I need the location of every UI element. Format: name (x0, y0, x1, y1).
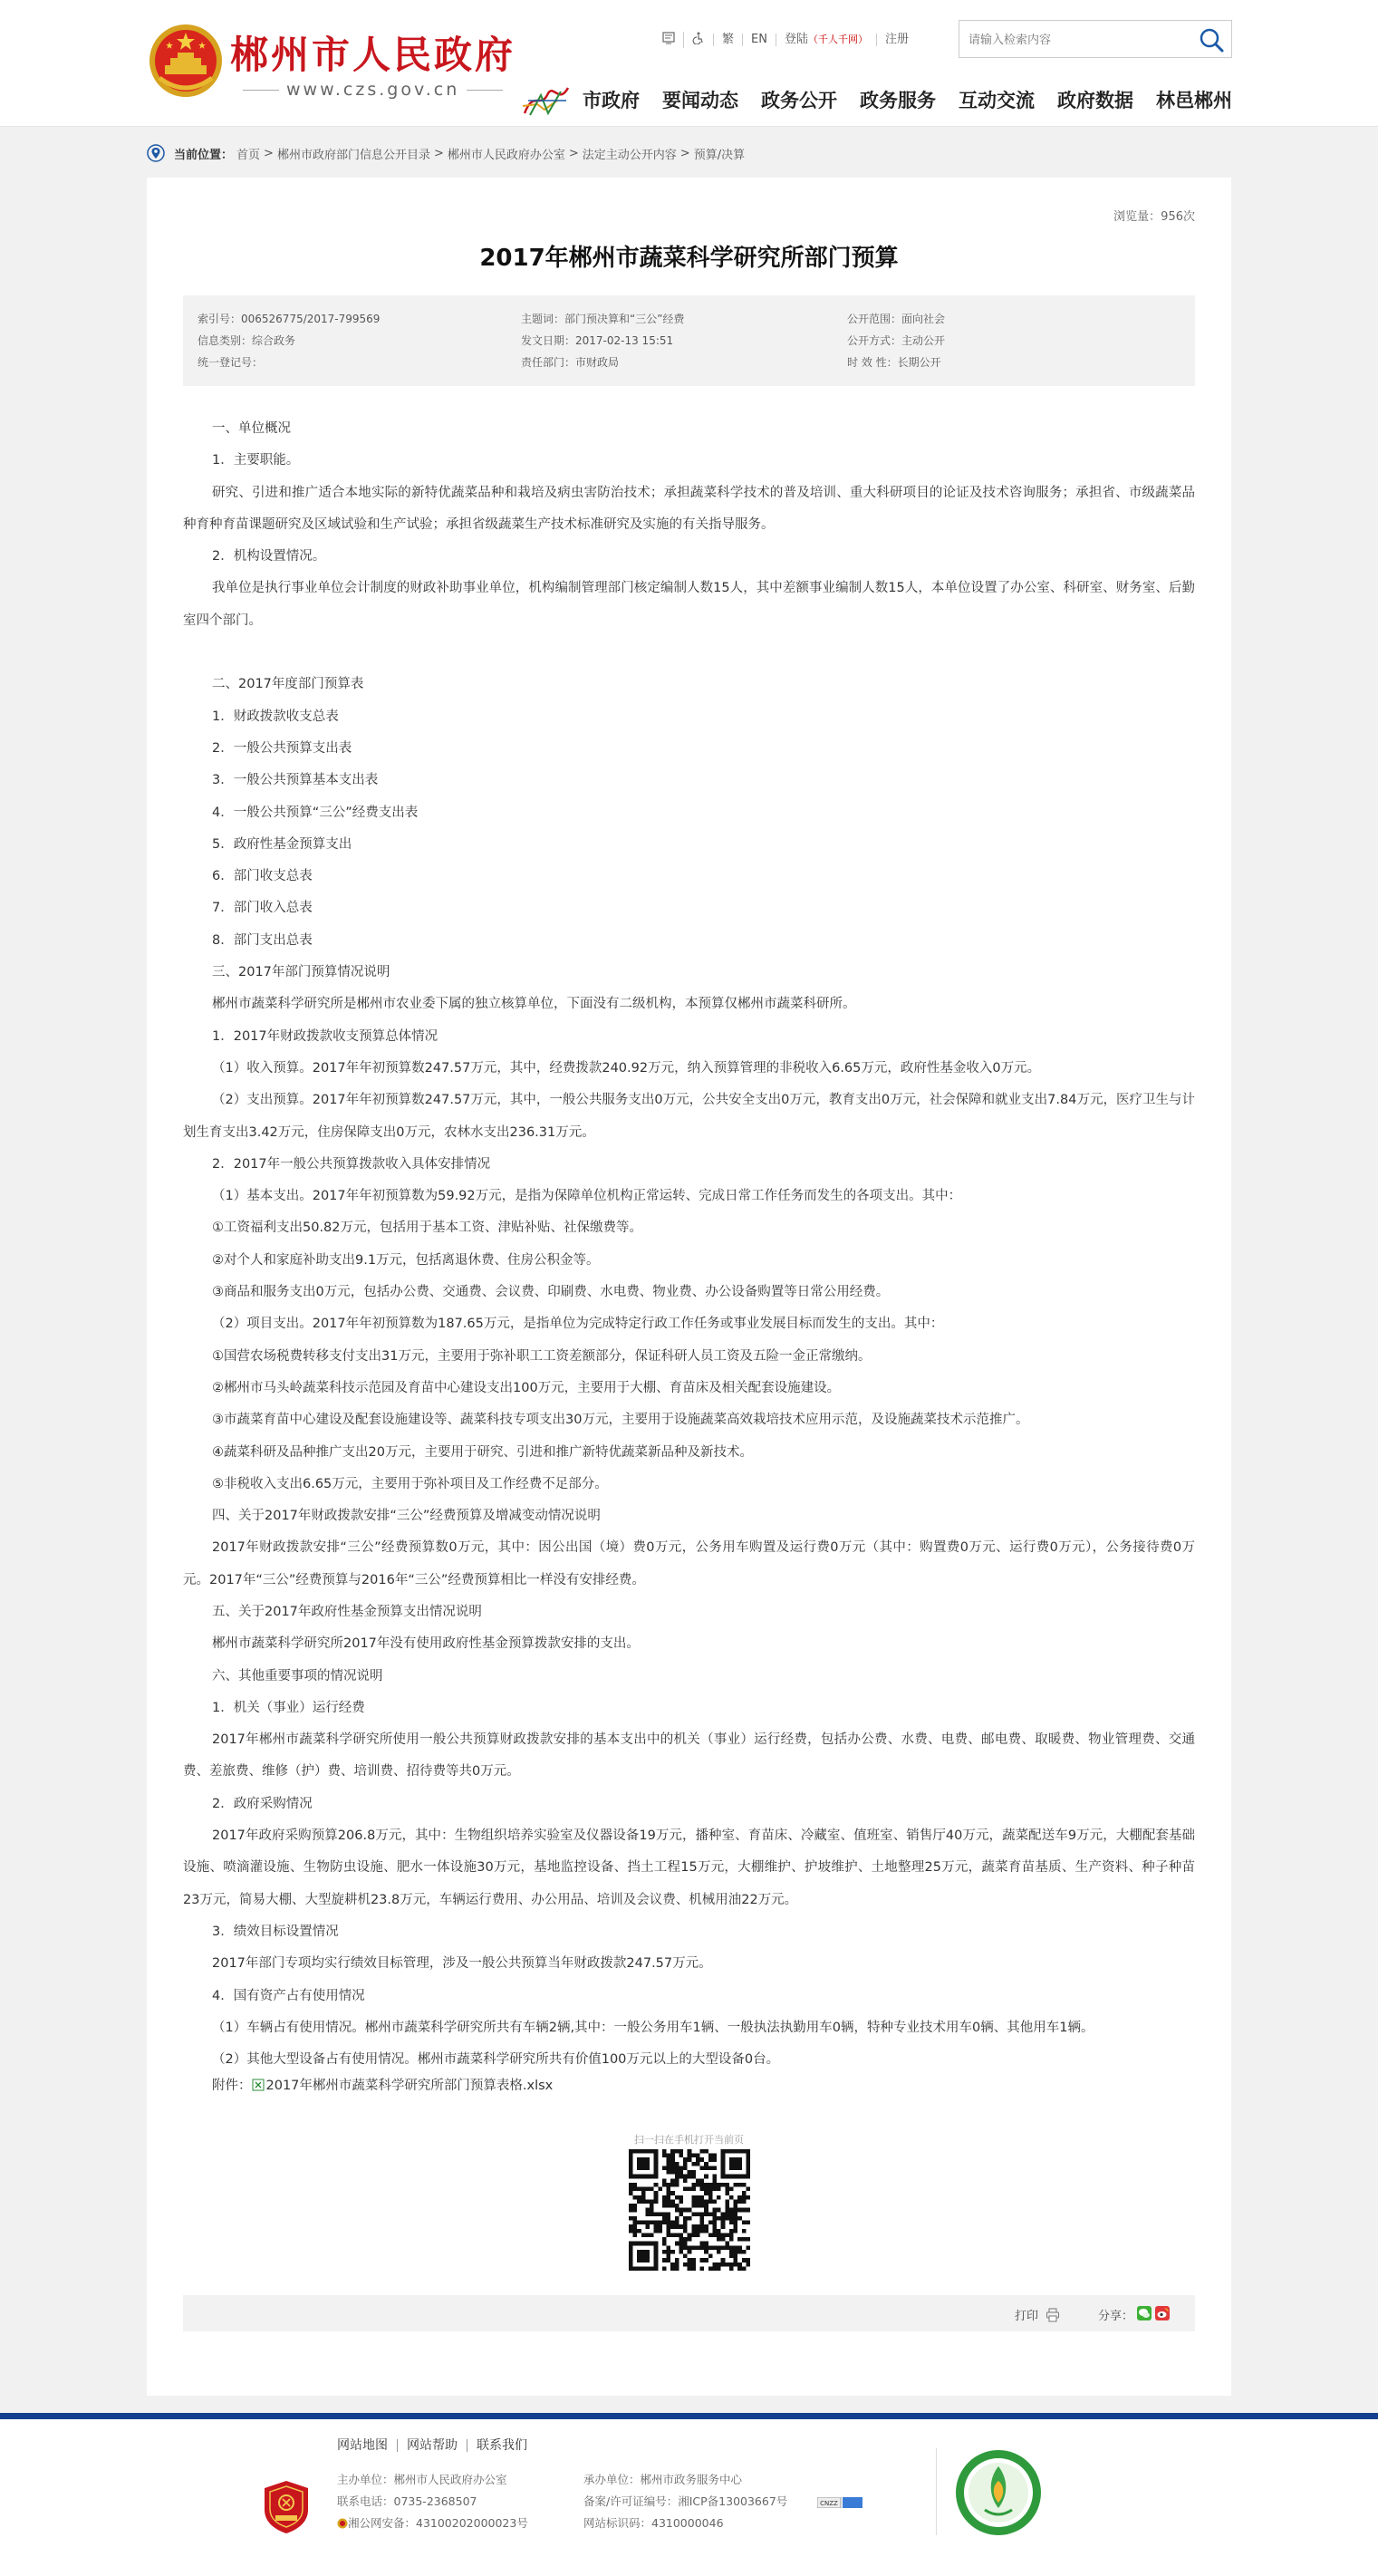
site-title: 郴州市人民政府 (230, 33, 516, 77)
footer-site-code: 网站标识码：4310000046 (583, 2516, 724, 2530)
meta-index-number: 索引号：006526775/2017-799569 (198, 313, 381, 325)
police-badge-icon (337, 2518, 348, 2529)
body-paragraph: 2017年部门专项均实行绩效目标管理，涉及一般公共预算当年财政拨款247.57万元。 (212, 1956, 712, 1972)
meta-category: 信息类别：综合政务 (198, 334, 296, 347)
wheelchair-icon (692, 32, 705, 44)
body-paragraph: ⑤非税收入支出6.65万元，主要用于弥补项目及工作经费不足部分。 (212, 1476, 608, 1491)
nav-item-city-government[interactable]: 市政府 (583, 90, 640, 111)
document-metadata (183, 295, 1195, 386)
footer-host: 主办单位：郴州市人民政府办公室 (337, 2473, 507, 2486)
meta-scope: 公开范围：面向社会 (847, 313, 946, 325)
body-paragraph: 3．一般公共预算基本支出表 (212, 773, 379, 788)
location-pin-icon (147, 144, 165, 162)
meta-method: 公开方式：主动公开 (847, 334, 946, 347)
body-paragraph: 郴州市蔬菜科学研究所2017年没有使用政府性基金预算拨款安排的支出。 (212, 1636, 640, 1652)
search-icon[interactable] (1197, 25, 1226, 54)
body-paragraph: 四、关于2017年财政拨款安排“三公”经费预算及增减变动情况说明 (212, 1509, 601, 1524)
body-paragraph: 郴州市蔬菜科学研究所是郴州市农业委下属的独立核算单位，下面没有二级机构，本预算仅郴州市蔬菜科研所。 (212, 997, 856, 1012)
login-sub-label: （千人千网） (807, 34, 868, 45)
nav-item-news[interactable]: 要闻动态 (662, 90, 738, 111)
breadcrumb-office[interactable]: 郴州市人民政府办公室 (447, 148, 565, 162)
footer-police-record[interactable] (337, 2515, 528, 2532)
body-paragraph: 我单位是执行事业单位会计制度的财政补助事业单位，机构编制管理部门核定编制人数15人，其中差额事业编制人数15人，本单位设置了办公室、科研室、财务室、后勤室四个部门。 (183, 581, 1195, 628)
body-paragraph: 研究、引进和推广适合本地实际的新特优蔬菜品种和栽培及病虫害防治技术；承担蔬菜科学技术的普及培训、重大科研项目的论证及技术咨询服务；承担省、市级蔬菜品种育种育苗课题研究及区域试验和生产试验；承担省级蔬菜生产技术标准研究及实施的有关指导服务。 (183, 485, 1195, 532)
body-paragraph: ②郴州市马头岭蔬菜科技示范园及育苗中心建设支出100万元，主要用于大棚、育苗床及相关配套设施建设。 (212, 1380, 841, 1395)
article-body (183, 413, 1195, 2076)
breadcrumb-separator: > (264, 146, 274, 160)
search-input[interactable] (968, 30, 1186, 50)
body-paragraph: 五、关于2017年政府性基金预算支出情况说明 (212, 1604, 482, 1619)
body-paragraph: 5．政府性基金预算支出 (212, 836, 352, 852)
body-paragraph: ②对个人和家庭补助支出9.1万元，包括离退休费、住房公积金等。 (212, 1252, 600, 1268)
body-paragraph: 2017年财政拨款安排“三公”经费预算数0万元，其中：因公出国（境）费0万元，公务用车购置及运行费0万元（其中：购置费0万元、运行费0万元），公务接待费0万元。2017年“三公”经费预算与2016年“三公”经费预算相比一样没有安排经费。 (183, 1540, 1195, 1587)
body-paragraph: （1）车辆占有使用情况。郴州市蔬菜科学研究所共有车辆2辆,其中：一般公务用车1辆、一般执法执勤用车0辆，特种专业技术用车0辆、其他用车1辆。 (212, 2020, 1094, 2035)
body-paragraph: 2017年郴州市蔬菜科学研究所使用一般公共预算财政拨款安排的基本支出中的机关（事业）运行经费，包括办公费、水费、电费、邮电费、取暖费、物业管理费、交通费、差旅费、维修（护）费、培训费、招待费等共0万元。 (183, 1732, 1195, 1780)
site-header (0, 0, 1378, 127)
body-paragraph: 2．机构设置情况。 (212, 549, 326, 564)
body-paragraph: （2）其他大型设备占有使用情况。郴州市蔬菜科学研究所共有价值100万元以上的大型设备0台。 (212, 2052, 780, 2068)
breadcrumb-home[interactable]: 首页 (236, 148, 261, 162)
site-logo[interactable] (147, 22, 516, 112)
accessibility-link[interactable] (683, 32, 713, 48)
body-paragraph: 4．一般公共预算“三公”经费支出表 (212, 805, 419, 820)
page-title: 2017年郴州市蔬菜科学研究所部门预算 (479, 245, 899, 272)
body-paragraph: 六、其他重要事项的情况说明 (212, 1668, 383, 1684)
body-paragraph: 4．国有资产占有使用情况 (212, 1988, 365, 2003)
qr-code (629, 2149, 750, 2271)
body-paragraph: 二、2017年度部门预算表 (212, 677, 364, 692)
qr-caption: 扫一扫在手机打开当前页 (634, 2134, 744, 2146)
breadcrumb-budget[interactable]: 预算/决算 (693, 148, 746, 162)
meta-subject: 主题词：部门预决算和“三公”经费 (521, 313, 685, 325)
main-nav (521, 83, 1232, 116)
printer-icon (1046, 2308, 1060, 2322)
blank-line (183, 637, 1195, 669)
body-paragraph: 1．财政拨款收支总表 (212, 709, 339, 724)
footer-police-text: 湘公网安备：43100202000023号 (348, 2516, 528, 2530)
footer-link-help[interactable]: 网站帮助 (397, 2439, 467, 2452)
article-card (147, 178, 1231, 2396)
footer-operator: 承办单位：郴州市政务服务中心 (583, 2473, 743, 2486)
meta-registration-number: 统一登记号： (198, 356, 264, 369)
attachment-file-link[interactable]: 2017年郴州市蔬菜科学研究所部门预算表格.xlsx (265, 2079, 554, 2093)
breadcrumb-separator: > (568, 146, 579, 160)
breadcrumb-separator: > (679, 146, 690, 160)
top-links (654, 31, 917, 49)
civilized-city-badge-icon[interactable] (954, 2448, 1043, 2537)
excel-file-icon (252, 2079, 265, 2091)
register-link[interactable]: 注册 (876, 34, 917, 46)
nav-decoration-icon (521, 82, 572, 117)
share-label: 分享： (1098, 2310, 1134, 2323)
national-emblem-icon (147, 22, 225, 100)
traditional-chinese-link[interactable]: 繁 (713, 34, 742, 46)
body-paragraph: 一、单位概况 (212, 421, 291, 436)
nav-item-linyi-chenzhou[interactable]: 林邑郴州 (1156, 90, 1232, 111)
body-paragraph: （2）支出预算。2017年年初预算数247.57万元，其中，一般公共服务支出0万元，公共安全支出0万元，教育支出0万元，社会保障和就业支出7.84万元，医疗卫生与计划生育支出3.42万元，住房保障支出0万元，农林水支出236.31万元。 (183, 1093, 1195, 1140)
body-paragraph: 三、2017年部门预算情况说明 (212, 965, 390, 980)
print-label: 打印 (1015, 2310, 1039, 2323)
view-count: 浏览量：956次 (1113, 210, 1195, 224)
body-paragraph: 7．部门收入总表 (212, 901, 313, 916)
breadcrumb-label: 当前位置： (174, 148, 234, 162)
footer-phone: 联系电话：0735-2368507 (337, 2494, 477, 2508)
body-paragraph: ③商品和服务支出0万元，包括办公费、交通费、会议费、印刷费、水电费、物业费、办公设备购置等日常公用经费。 (212, 1285, 890, 1300)
attachment-label: 附件： (212, 2079, 252, 2093)
footer-divider-bar (0, 2413, 1378, 2419)
nav-item-interaction[interactable]: 互动交流 (959, 90, 1035, 111)
svg-text:CNZZ: CNZZ (820, 2500, 838, 2507)
search-box (959, 20, 1232, 58)
site-url: www.czs.gov.cn (236, 80, 510, 100)
body-paragraph: 2．2017年一般公共预算拨款收入具体安排情况 (212, 1156, 491, 1172)
print-button[interactable] (1015, 2306, 1060, 2323)
login-link[interactable] (776, 34, 876, 46)
footer-link-contact[interactable]: 联系我们 (467, 2439, 536, 2452)
body-paragraph: （2）项目支出。2017年年初预算数为187.65万元，是指单位为完成特定行政工作任务或事业发展目标而发生的支出。其中： (212, 1317, 944, 1332)
cnzz-badge-icon[interactable] (817, 2497, 862, 2508)
body-paragraph: 1．主要职能。 (212, 453, 300, 468)
share-bar (183, 2295, 1195, 2331)
nav-item-government-data[interactable]: 政府数据 (1057, 90, 1133, 111)
breadcrumb-separator: > (433, 146, 444, 160)
body-paragraph: 8．部门支出总表 (212, 932, 313, 948)
breadcrumb (147, 142, 748, 164)
attachment-row (212, 2075, 553, 2094)
body-paragraph: ④蔬菜科研及品种推广支出20万元，主要用于研究、引进和推广新特优蔬菜新品种及新技术。 (212, 1444, 753, 1460)
login-label: 登陆 (784, 33, 808, 46)
body-paragraph: 3．绩效目标设置情况 (212, 1924, 339, 1939)
body-paragraph: （1）收入预算。2017年年初预算数247.57万元，其中，经费拨款240.92万元，纳入预算管理的非税收入6.65万元，政府性基金收入0万元。 (212, 1060, 1041, 1076)
breadcrumb-directory[interactable]: 郴州市政府部门信息公开目录 (276, 148, 430, 162)
footer-link-sitemap[interactable]: 网站地图 (337, 2438, 388, 2453)
body-paragraph: ①工资福利支出50.82万元，包括用于基本工资、津贴补贴、社保缴费等。 (212, 1220, 643, 1236)
meta-date: 发文日期：2017-02-13 15:51 (521, 334, 674, 347)
english-link[interactable]: EN (742, 34, 776, 46)
wechat-icon[interactable] (1137, 2306, 1152, 2320)
footer-links (337, 2439, 536, 2452)
party-government-badge-icon[interactable] (263, 2479, 310, 2535)
body-paragraph: 2．政府采购情况 (212, 1796, 313, 1811)
body-paragraph: ③市蔬菜育苗中心建设及配套设施建设等、蔬菜科技专项支出30万元，主要用于设施蔬菜高效栽培技术应用示范，及设施蔬菜技术示范推广。 (212, 1413, 1029, 1428)
body-paragraph: 1．机关（事业）运行经费 (212, 1700, 365, 1715)
body-paragraph: 6．部门收支总表 (212, 869, 313, 884)
body-paragraph: （1）基本支出。2017年年初预算数为59.92万元，是指为保障单位机构正常运转、完成日常工作任务而发生的各项支出。其中： (212, 1189, 962, 1204)
footer-icp[interactable]: 备案/许可证编号：湘ICP备13003667号 (583, 2494, 788, 2508)
footer-separator (936, 2448, 937, 2535)
nav-item-government-services[interactable]: 政务服务 (860, 90, 936, 111)
reading-mode-icon (662, 32, 675, 44)
meta-validity: 时 效 性：长期公开 (847, 356, 941, 369)
body-paragraph: 2017年政府采购预算206.8万元，其中：生物组织培养实验室及仪器设备19万元，播种室、育苗床、冷藏室、值班室、销售厅40万元，蔬菜配送车9万元，大棚配套基础设施、喷滴灌设施、生物防虫设施、肥水一体设施30万元，基地监控设备、挡土工程15万元，大棚维护、护坡维护、土地整理25万元，蔬菜育苗基质、生产资料、种子种苗23万元，简易大棚、大型旋耕机23.8万元，车辆运行费用、办公用品、培训及会议费、机械用油22万元。 (183, 1828, 1195, 1907)
body-paragraph: ①国营农场税费转移支付支出31万元，主要用于弥补职工工资差额部分，保证科研人员工资及五险一金正常缴纳。 (212, 1348, 872, 1364)
site-footer (0, 2419, 1378, 2576)
body-paragraph: 1．2017年财政拨款收支预算总体情况 (212, 1028, 438, 1044)
nav-item-government-affairs-disclosure[interactable]: 政务公开 (761, 90, 837, 111)
body-paragraph: 2．一般公共预算支出表 (212, 740, 352, 756)
breadcrumb-content[interactable]: 法定主动公开内容 (582, 148, 677, 162)
meta-department: 责任部门：市财政局 (521, 356, 620, 369)
accessibility-mode-link[interactable] (654, 32, 683, 48)
weibo-icon[interactable] (1155, 2306, 1170, 2320)
